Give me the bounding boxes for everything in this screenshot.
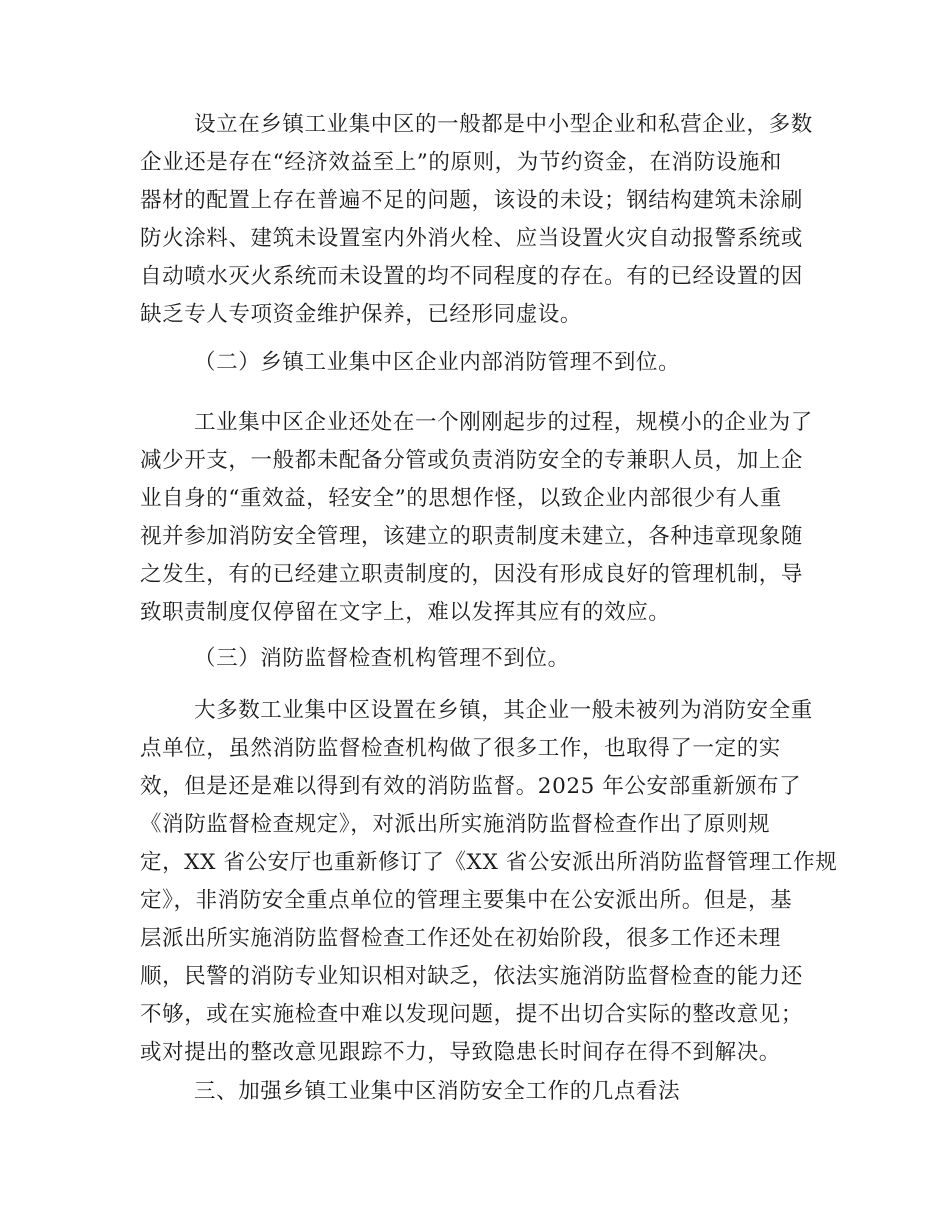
paragraph-line: 定，XX 省公安厅也重新修订了《XX 省公安派出所消防监督管理工作规 (140, 850, 838, 875)
paragraph-line: 缺乏专人专项资金维护保养，已经形同虚设。 (140, 302, 583, 327)
paragraph-line: 减少开支，一般都未配备分管或负责消防安全的专兼职人员，加上企 (140, 448, 804, 473)
section-heading-2 (140, 344, 810, 382)
paragraph-line: 设立在乡镇工业集中区的一般都是中小型企业和私营企业，多数 (194, 112, 813, 137)
heading-line: 三、加强乡镇工业集中区消防安全工作的几点看法 (194, 1079, 681, 1104)
paragraph-2 (140, 404, 813, 632)
paragraph-line: 或对提出的整改意见跟踪不力，导致隐患长时间存在得不到解决。 (140, 1040, 781, 1065)
paragraph-line: 视并参加消防安全管理，该建立的职责制度未建立，各种违章现象随 (140, 524, 804, 549)
paragraph-line: 之发生，有的已经建立职责制度的，因没有形成良好的管理机制，导 (140, 562, 804, 587)
paragraph-3 (140, 692, 838, 1072)
paragraph-line: 大多数工业集中区设置在乡镇，其企业一般未被列为消防安全重 (194, 698, 813, 723)
paragraph-line: 《消防监督检查规定》，对派出所实施消防监督检查作出了原则规 (140, 812, 771, 837)
paragraph-1 (140, 106, 813, 334)
heading-line: （三）消防监督检查机构管理不到位。 (194, 646, 570, 671)
section-heading-3 (140, 640, 810, 678)
heading-line: （二）乡镇工业集中区企业内部消防管理不到位。 (194, 350, 681, 375)
paragraph-line: 自动喷水灭火系统而未设置的均不同程度的存在。有的已经设置的因 (140, 264, 804, 289)
paragraph-line: 业自身的“重效益，轻安全”的思想作怪，以致企业内部很少有人重 (140, 486, 782, 511)
paragraph-line: 效，但是还是难以得到有效的消防监督。2025 年公安部重新颁布了 (140, 774, 802, 799)
section-heading-three (140, 1073, 810, 1111)
paragraph-line: 器材的配置上存在普遍不足的问题，该设的未设；钢结构建筑未涂刷 (140, 188, 804, 213)
paragraph-line: 企业还是存在“经济效益至上”的原则，为节约资金，在消防设施和 (140, 150, 782, 175)
paragraph-line: 层派出所实施消防监督检查工作还处在初始阶段，很多工作还未理 (140, 926, 781, 951)
paragraph-line: 工业集中区企业还处在一个刚刚起步的过程，规模小的企业为了 (194, 410, 813, 435)
paragraph-line: 定》，非消防安全重点单位的管理主要集中在公安派出所。但是，基 (140, 888, 793, 913)
paragraph-line: 致职责制度仅停留在文字上，难以发挥其应有的效应。 (140, 600, 671, 625)
paragraph-line: 点单位，虽然消防监督检查机构做了很多工作，也取得了一定的实 (140, 736, 781, 761)
paragraph-line: 不够，或在实施检查中难以发现问题，提不出切合实际的整改意见； (140, 1002, 804, 1027)
paragraph-line: 防火涂料、建筑未设置室内外消火栓、应当设置火灾自动报警系统或 (140, 226, 804, 251)
paragraph-line: 顺，民警的消防专业知识相对缺乏，依法实施消防监督检查的能力还 (140, 964, 804, 989)
